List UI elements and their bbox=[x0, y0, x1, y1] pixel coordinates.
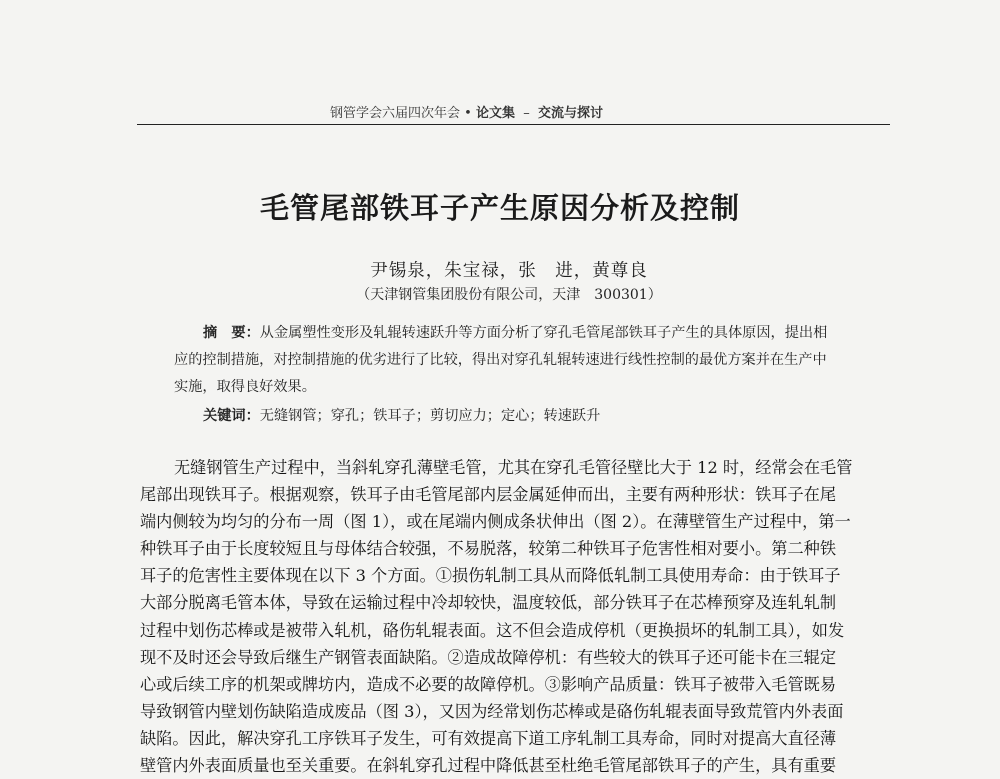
abstract-line: 实施，取得良好效果。 bbox=[174, 379, 316, 395]
keywords-text: 无缝钢管；穿孔；铁耳子；剪切应力；定心；转速跃升 bbox=[259, 408, 601, 424]
body-line: 导致钢管内壁划伤缺陷造成废品（图 3），又因为经常划伤芯棒或是硌伤轧辊表面导致荒管内外表面 bbox=[140, 701, 844, 721]
running-header bbox=[330, 102, 603, 121]
body-line: 心或后续工序的机架或牌坊内，造成不必要的故障停机。③影响产品质量：铁耳子被带入毛管既易 bbox=[140, 674, 837, 694]
header-rule bbox=[137, 124, 890, 125]
header-conference: 钢管学会六届四次年会 bbox=[330, 106, 461, 121]
body-line: 种铁耳子由于长度较短且与母体结合较强，不易脱落，较第二种铁耳子危害性相对要小。第二种铁 bbox=[140, 539, 837, 559]
body-paragraph bbox=[140, 454, 900, 779]
abstract-label: 摘 要： bbox=[203, 325, 260, 341]
body-line: 耳子的危害性主要体现在以下 3 个方面。①损伤轧制工具从而降低轧制工具使用寿命：由于铁耳子 bbox=[140, 566, 841, 586]
body-line: 端内侧较为均匀的分布一周（图 1），或在尾端内侧成条状伸出（图 2）。在薄壁管生产过程中，第一 bbox=[140, 512, 851, 532]
body-line: 尾部出现铁耳子。根据观察，铁耳子由毛管尾部内层金属延伸而出，主要有两种形状：铁耳子在尾 bbox=[140, 485, 837, 505]
affiliation: （天津钢管集团股份有限公司，天津 300301） bbox=[356, 287, 662, 303]
header-dot: • bbox=[464, 106, 472, 121]
keywords bbox=[203, 405, 600, 425]
abstract-line-text: 从金属塑性变形及轧辊转速跃升等方面分析了穿孔毛管尾部铁耳子产生的具体原因，提出相 bbox=[259, 325, 828, 341]
abstract-line bbox=[174, 320, 874, 347]
abstract bbox=[174, 320, 874, 401]
header-section: 交流与探讨 bbox=[538, 106, 604, 121]
body-line: 缺陷。因此，解决穿孔工序铁耳子发生，可有效提高下道工序轧制工具寿命，同时对提高大直径薄 bbox=[140, 728, 837, 748]
header-separator: – bbox=[523, 106, 530, 121]
body-line: 大部分脱离毛管本体，导致在运输过程中冷却较快，温度较低，部分铁耳子在芯棒预穿及连轧轧制 bbox=[140, 593, 837, 613]
paper-title: 毛管尾部铁耳子产生原因分析及控制 bbox=[259, 191, 740, 225]
body-line: 过程中划伤芯棒或是被带入轧机，硌伤轧辊表面。这不但会造成停机（更换损坏的轧制工具），如发 bbox=[140, 620, 845, 640]
body-line: 现不及时还会导致后继生产钢管表面缺陷。②造成故障停机：有些较大的铁耳子还可能卡在三辊定 bbox=[140, 647, 837, 667]
header-collection: 论文集 bbox=[475, 106, 515, 121]
body-line: 壁管内外表面质量也至关重要。在斜轧穿孔过程中降低甚至杜绝毛管尾部铁耳子的产生，具有重要 bbox=[140, 756, 837, 776]
body-line: 无缝钢管生产过程中，当斜轧穿孔薄壁毛管，尤其在穿孔毛管径壁比大于 12 时，经常会在毛管 bbox=[174, 458, 853, 477]
abstract-line: 应的控制措施，对控制措施的优劣进行了比较，得出对穿孔轧辊转速进行线性控制的最优方案并在生产中 bbox=[174, 352, 827, 368]
author-list: 尹锡泉，朱宝禄，张 进，黄尊良 bbox=[370, 261, 648, 281]
keywords-label: 关键词： bbox=[203, 408, 260, 424]
